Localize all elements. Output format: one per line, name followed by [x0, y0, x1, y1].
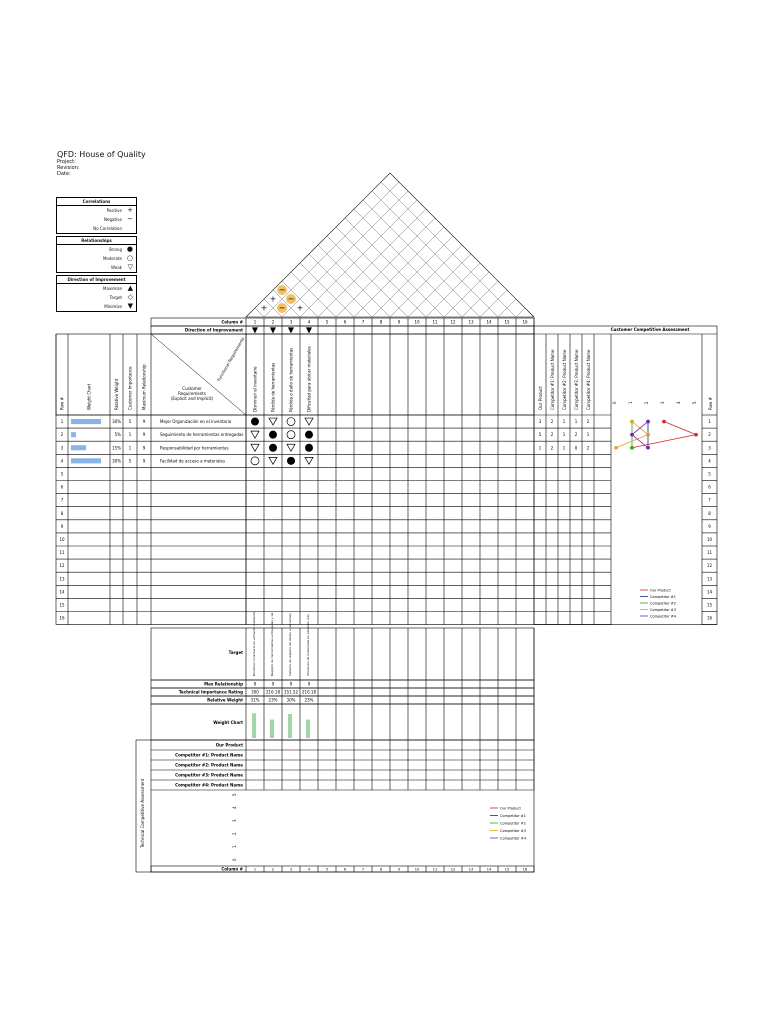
max-relationship-value: 9	[142, 419, 146, 425]
positive-correlation-icon: +	[260, 303, 268, 313]
customer-requirements-label: Requirements	[178, 391, 206, 396]
column-number: 1	[253, 867, 257, 872]
relative-weight-value: 15%	[112, 445, 121, 451]
minimize-triangle-icon: ▼	[251, 325, 259, 335]
column-number: 9	[397, 319, 401, 325]
chart-legend-label: Competitor #3	[650, 608, 676, 612]
target-row	[151, 628, 534, 680]
technical-rating-row-value: 300	[251, 689, 259, 695]
weight-chart-label: Weight Chart	[213, 720, 243, 725]
chart-legend-label: Competitor #4	[500, 836, 526, 841]
column-number: 14	[486, 319, 492, 325]
minus-icon: −	[127, 215, 133, 223]
legend-item: Strong ●	[108, 245, 133, 253]
functional-requirement-label: Pérdida de herramientas	[270, 362, 276, 412]
weak-relationship-icon	[269, 457, 277, 464]
comp-axis-tick: 2	[644, 401, 649, 404]
positive-correlation-icon: +	[296, 303, 304, 313]
customer-requirement: Mejor Organización en el inventario	[160, 419, 232, 425]
row-number: 16	[59, 615, 65, 621]
relative-weight-value: 30%	[112, 419, 121, 425]
chart-legend-label: Competitor #2	[650, 601, 676, 606]
row-number: 7	[60, 497, 64, 503]
technical-competitive-label: Technical Competitive Assessment	[140, 778, 145, 848]
competitor-score: 1	[586, 432, 590, 438]
strong-relationship-icon	[287, 457, 295, 465]
max-relationship-row-label: Max Relationship	[204, 681, 243, 687]
row-number: 16	[706, 615, 713, 621]
maximize-triangle-icon: ▲	[127, 284, 133, 292]
column-number: 10	[414, 867, 420, 872]
column-number-bottom-label: Column #	[221, 866, 243, 872]
date-label: Date:	[57, 171, 71, 177]
column-number: 8	[379, 867, 383, 872]
chart-legend-label: Competitor #2	[500, 821, 526, 826]
row-number: 13	[706, 576, 713, 582]
row-number: 9	[60, 523, 64, 529]
max-relationship-value: 9	[142, 458, 146, 464]
weight-bar	[71, 445, 86, 450]
competitor-score: 2	[586, 419, 590, 425]
strong-circle-icon: ●	[126, 245, 133, 253]
weak-relationship-icon	[269, 418, 277, 425]
competitor-series-point	[630, 420, 634, 424]
row-number: 11	[706, 550, 713, 556]
column-number: 4	[307, 867, 311, 872]
weak-triangle-icon: ▽	[127, 263, 133, 271]
direction-label: Direction of Improvement	[184, 327, 243, 333]
technical-rating-row-label: Technical Importance Rating	[178, 689, 243, 695]
customer-importance-value: 5	[128, 419, 132, 425]
competitor-score: 0	[574, 445, 578, 451]
competitor-series-line	[632, 422, 648, 448]
tech-comp-row-label: Competitor #1: Product Name	[175, 752, 243, 758]
max-relationship-row-value: 9	[307, 681, 311, 687]
competitor-score: 2	[550, 419, 554, 425]
row-number: 2	[708, 432, 711, 438]
column-number: 14	[486, 867, 492, 872]
customer-importance-value: 5	[128, 458, 132, 464]
row-number-header: Row #	[708, 397, 713, 410]
strong-relationship-icon	[305, 444, 313, 452]
chart-legend-label: Competitor #4	[650, 614, 676, 619]
tech-axis-tick: 1	[232, 845, 237, 848]
relative-weight-row-value: 23%	[304, 697, 314, 703]
weak-relationship-icon	[305, 418, 313, 425]
relative-weight-value: 30%	[112, 458, 121, 464]
competitor-score: 2	[550, 432, 554, 438]
relative-weight-row-value: 30%	[286, 697, 296, 703]
legend-item: Target ◇	[109, 293, 133, 301]
customer-importance-value: 1	[128, 445, 132, 451]
column-number: 5	[325, 319, 329, 325]
strong-relationship-icon	[251, 418, 259, 426]
row-number-header: Row #	[59, 397, 65, 410]
minimize-triangle-icon: ▼	[127, 302, 133, 310]
weak-relationship-icon	[251, 431, 259, 438]
row-number: 14	[59, 589, 65, 595]
target-value: Registro de herramientas entregadas y de	[270, 612, 274, 676]
column-number: 3	[289, 319, 293, 325]
column-number: 2	[271, 867, 275, 872]
competitor-series-point	[662, 420, 666, 424]
column-number: 13	[468, 319, 474, 325]
max-relationship-value: 9	[142, 445, 146, 451]
tech-axis-tick: 5	[232, 793, 237, 796]
legend-title: Relationships	[57, 237, 136, 245]
functional-requirement-label: Dificultad para ubicar materiales	[306, 346, 312, 412]
competitive-assessment-title: Customer Competitive Assessment	[610, 327, 690, 332]
legend-title: Direction of Improvement	[57, 276, 136, 284]
competitor-series-point	[646, 433, 650, 437]
competitor-header: Competitor #1: Product Name	[550, 349, 555, 410]
competitor-score: 1	[562, 445, 566, 451]
revision-label: Revision:	[57, 165, 80, 171]
tech-comp-row-label: Competitor #4: Product Name	[175, 782, 243, 788]
comp-axis-tick: 0	[612, 401, 617, 404]
max-relationship-header: Maximum Relationship	[141, 364, 147, 410]
strong-relationship-icon	[305, 431, 313, 439]
column-number: 15	[504, 867, 510, 872]
column-number: 15	[504, 319, 510, 325]
chart-legend-label: Competitor #3	[500, 829, 526, 833]
legend-item: Minimize ▼	[104, 302, 133, 310]
row-number: 10	[706, 536, 713, 542]
weight-chart-bar	[306, 720, 310, 738]
plus-icon: +	[127, 206, 133, 214]
weak-relationship-icon	[251, 444, 259, 451]
column-number: 7	[361, 319, 365, 325]
row-number: 7	[708, 497, 711, 503]
competitor-score: 1	[574, 419, 578, 425]
technical-rating-row-value: 151.52	[284, 689, 298, 695]
tech-axis-tick: 4	[232, 806, 237, 809]
technical-rating-row-value: 216.18	[302, 689, 316, 695]
competitor-series-line	[632, 422, 696, 448]
customer-requirements-label: Customer	[182, 386, 202, 391]
row-number: 12	[706, 563, 713, 569]
functional-requirements-label: Functional Requirements	[216, 336, 246, 383]
legend-title: Correlations	[57, 198, 136, 206]
weight-chart-bar	[252, 713, 256, 738]
customer-importance-value: 1	[128, 432, 132, 438]
customer-importance-header: Customer Importance	[127, 366, 133, 410]
legend-item: No Correlation	[93, 226, 122, 231]
minimize-triangle-icon: ▼	[305, 325, 313, 335]
weight-bar	[71, 458, 101, 463]
row-number: 8	[60, 510, 64, 516]
tech-axis-tick: 3	[232, 819, 237, 822]
column-number: 12	[450, 867, 456, 872]
target-value: Disminuir inventario en almacén mediante	[252, 611, 256, 676]
competitor-series-point	[630, 446, 634, 450]
max-relationship-row-value: 9	[289, 681, 293, 687]
competitor-header: Competitor #3: Product Name	[574, 349, 579, 410]
comp-axis-tick: 4	[676, 401, 681, 404]
customer-requirement: Seguimiento de herramientas entregadas	[160, 432, 244, 438]
negative-correlation-icon: −	[278, 285, 286, 295]
competitor-series-point	[614, 446, 618, 450]
weight-chart-row	[151, 704, 534, 740]
weak-relationship-icon	[305, 457, 313, 464]
competitor-score: 3	[538, 419, 542, 425]
competitor-score: 5	[538, 432, 542, 438]
document-title: QFD: House of Quality	[57, 150, 146, 159]
chart-legend-label: Our Product	[650, 588, 671, 593]
row-number: 1	[60, 419, 64, 425]
moderate-relationship-icon	[287, 431, 295, 439]
row-number: 8	[708, 510, 711, 516]
competitor-score: 2	[574, 432, 578, 438]
weight-bar	[71, 419, 101, 424]
competitor-series-point	[646, 446, 650, 450]
column-number: 4	[307, 319, 311, 325]
row-number: 4	[708, 458, 711, 464]
legend-item: Maximize ▲	[103, 284, 133, 292]
weight-chart-bar	[288, 714, 292, 738]
row-number: 6	[708, 484, 711, 490]
functional-requirement-label: Disminuir el inventario	[252, 366, 258, 412]
row-number: 12	[59, 563, 65, 569]
technical-rating-row-value: 216.18	[266, 689, 280, 695]
target-value: Ubicación de materiales en estantes rotu	[306, 614, 310, 676]
chart-legend-label: Competitor #1	[500, 814, 526, 818]
minimize-triangle-icon: ▼	[287, 325, 295, 335]
tech-axis-tick: 2	[232, 832, 237, 835]
weight-chart-bar	[270, 720, 274, 738]
comp-axis-tick: 5	[692, 401, 697, 404]
column-number: 11	[432, 867, 438, 872]
row-number: 2	[60, 432, 64, 438]
competitor-series-point	[630, 433, 634, 437]
column-number: 2	[271, 319, 275, 325]
row-number: 9	[708, 523, 711, 529]
legend-item: Negative −	[104, 215, 133, 223]
column-number: 11	[432, 319, 438, 325]
header-diagonal	[151, 334, 246, 415]
target-value: Sistema de registro de daños a herramien	[288, 612, 292, 676]
row-number: 5	[60, 471, 64, 477]
legend-item: Weak ▽	[111, 263, 133, 271]
legend-item: Moderate ○	[102, 254, 133, 262]
column-number: 12	[450, 319, 456, 325]
customer-requirements-label: (Explicit and Implicit)	[170, 396, 214, 401]
row-number: 10	[59, 536, 65, 542]
relative-weight-row-label: Relative Weight	[207, 697, 243, 703]
weight-bar	[71, 432, 76, 437]
column-number: 1	[253, 319, 257, 325]
customer-requirement: Responsabilidad por herramientas	[160, 445, 229, 451]
column-number-label: Column #	[221, 319, 243, 325]
legend-item: Positive +	[106, 206, 133, 214]
column-number-row	[151, 318, 534, 326]
row-number: 15	[59, 602, 65, 608]
competitor-header: Competitor #2: Product Name	[562, 349, 567, 410]
negative-correlation-icon: −	[287, 294, 295, 304]
relative-weight-value: 5%	[114, 432, 121, 438]
customer-requirement: Facilidad de acceso a materiales	[160, 458, 226, 464]
row-number: 14	[706, 589, 713, 595]
max-relationship-row-value: 9	[253, 681, 257, 687]
competitor-series-point	[646, 420, 650, 424]
tech-comp-row-label: Competitor #2: Product Name	[175, 762, 243, 768]
max-relationship-value: 9	[142, 432, 146, 438]
column-number: 13	[468, 867, 474, 872]
column-number: 6	[343, 867, 347, 872]
row-number: 3	[708, 445, 711, 451]
column-number: 5	[325, 867, 329, 872]
row-number: 3	[60, 445, 64, 451]
competitor-score: 1	[562, 419, 566, 425]
weak-relationship-icon	[287, 444, 295, 451]
target-label: Target	[228, 650, 243, 655]
row-number: 1	[708, 419, 711, 425]
row-number: 13	[59, 576, 65, 582]
positive-correlation-icon: +	[269, 294, 277, 304]
column-number-bottom-row	[151, 866, 534, 872]
strong-relationship-icon	[269, 431, 277, 439]
column-number: 7	[361, 867, 365, 872]
negative-correlation-icon: −	[278, 303, 286, 313]
column-number: 9	[397, 867, 401, 872]
functional-requirement-label: Pérdida o daño de herramientas	[288, 347, 294, 412]
tech-comp-row-label: Our Product	[215, 742, 243, 748]
row-number: 4	[60, 458, 64, 464]
relative-weight-row-value: 23%	[268, 697, 278, 703]
column-number: 10	[414, 319, 420, 325]
row-number: 15	[706, 602, 713, 608]
minimize-triangle-icon: ▼	[269, 325, 277, 335]
chart-legend-label: Our Product	[500, 806, 521, 811]
max-relationship-row-value: 9	[271, 681, 275, 687]
project-label: Project:	[57, 159, 76, 165]
moderate-relationship-icon	[251, 457, 259, 465]
competitor-score: 1	[562, 432, 566, 438]
column-number: 8	[379, 319, 383, 325]
strong-relationship-icon	[269, 444, 277, 452]
competitor-score: 2	[550, 445, 554, 451]
row-number: 6	[60, 484, 64, 490]
competitor-header: Our Product	[538, 386, 543, 410]
relative-weight-row-value: 31%	[250, 697, 260, 703]
relative-weight-header: Relative Weight	[114, 378, 119, 410]
column-number: 3	[289, 867, 293, 872]
competitor-header: Competitor #4: Product Name	[586, 349, 591, 410]
competitor-series-point	[694, 433, 698, 437]
tech-comp-row-label: Competitor #3: Product Name	[175, 772, 243, 778]
tech-axis-tick: 0	[232, 858, 237, 861]
moderate-circle-icon: ○	[126, 254, 133, 262]
row-number: 5	[708, 471, 711, 477]
chart-legend-label: Competitor #1	[650, 595, 676, 599]
column-number: 16	[522, 319, 528, 325]
target-diamond-icon: ◇	[127, 293, 133, 301]
competitor-score: 1	[538, 445, 542, 451]
moderate-relationship-icon	[287, 418, 295, 426]
column-number: 6	[343, 319, 347, 325]
weight-chart-header: Weight Chart	[86, 383, 92, 410]
comp-axis-tick: 1	[628, 401, 633, 404]
row-number: 11	[59, 550, 65, 556]
comp-axis-tick: 3	[660, 401, 665, 404]
competitor-score: 2	[586, 445, 590, 451]
column-number: 16	[522, 867, 528, 872]
